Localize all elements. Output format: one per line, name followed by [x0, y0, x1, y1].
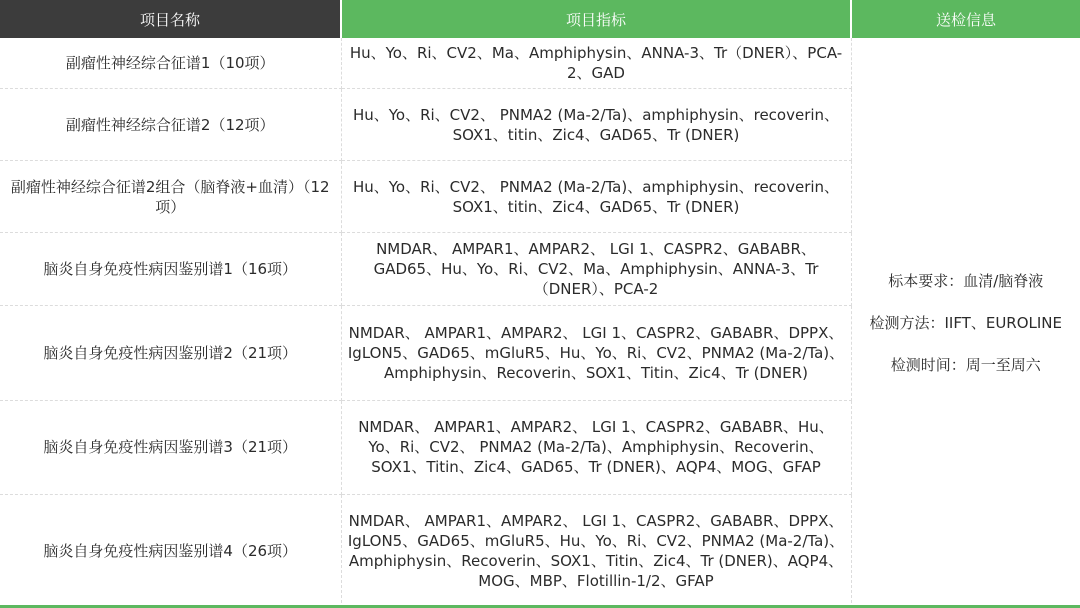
specimen-requirement: 标本要求：血清/脑脊液 [888, 271, 1044, 290]
project-indicators: NMDAR、 AMPAR1、AMPAR2、 LGI 1、CASPR2、GABABR、DPPX、IgLON5、GAD65、mGluR5、Hu、Yo、Ri、CV2、PNMA2 (Ma-2/Ta)、Amphiphysin、Recoverin、SOX1、Titin、Zic4、Tr (DNER) [341, 305, 851, 400]
table-row [0, 38, 1080, 89]
project-name: 副瘤性神经综合征谱2组合（脑脊液+血清）（12项） [0, 160, 341, 233]
project-indicators: NMDAR、 AMPAR1、AMPAR2、 LGI 1、CASPR2、GABABR、DPPX、IgLON5、GAD65、mGluR5、Hu、Yo、Ri、CV2、PNMA2 (Ma-2/Ta)、Amphiphysin、Recoverin、SOX1、Titin、Zic4、Tr (DNER)、AQP4、MOG、MBP、Flotillin-1/2、GFAP [341, 495, 851, 608]
project-indicators: Hu、Yo、Ri、CV2、 PNMA2 (Ma-2/Ta)、amphiphysin、recoverin、SOX1、titin、Zic4、GAD65、Tr (DNER) [341, 160, 851, 233]
project-name: 脑炎自身免疫性病因鉴别谱3（21项） [0, 400, 341, 495]
project-name: 脑炎自身免疫性病因鉴别谱2（21项） [0, 305, 341, 400]
header-submission-info: 送检信息 [851, 0, 1080, 38]
project-name: 副瘤性神经综合征谱2（12项） [0, 89, 341, 161]
table-header [0, 0, 1080, 38]
test-schedule: 检测时间：周一至周六 [890, 355, 1041, 374]
header-project-indicators: 项目指标 [341, 0, 851, 38]
project-name: 脑炎自身免疫性病因鉴别谱1（16项） [0, 233, 341, 306]
project-indicators: Hu、Yo、Ri、CV2、 PNMA2 (Ma-2/Ta)、amphiphysin、recoverin、SOX1、titin、Zic4、GAD65、Tr (DNER) [341, 89, 851, 161]
submission-info [851, 38, 1080, 608]
header-project-name: 项目名称 [0, 0, 341, 38]
project-name: 脑炎自身免疫性病因鉴别谱4（26项） [0, 495, 341, 608]
test-method: 检测方法：IIFT、EUROLINE [869, 313, 1063, 332]
project-indicators: NMDAR、 AMPAR1、AMPAR2、 LGI 1、CASPR2、GABABR、Hu、Yo、Ri、CV2、 PNMA2 (Ma-2/Ta)、Amphiphysin、Recoverin、SOX1、Titin、Zic4、GAD65、Tr (DNER)、AQP4、MOG、GFAP [341, 400, 851, 495]
project-indicators: NMDAR、 AMPAR1、AMPAR2、 LGI 1、CASPR2、GABABR、GAD65、Hu、Yo、Ri、CV2、Ma、Amphiphysin、ANNA-3、Tr（DNER）、PCA-2 [341, 233, 851, 306]
project-name: 副瘤性神经综合征谱1（10项） [0, 38, 341, 89]
project-indicators: Hu、Yo、Ri、CV2、Ma、Amphiphysin、ANNA-3、Tr（DNER）、PCA-2、GAD [341, 38, 851, 89]
